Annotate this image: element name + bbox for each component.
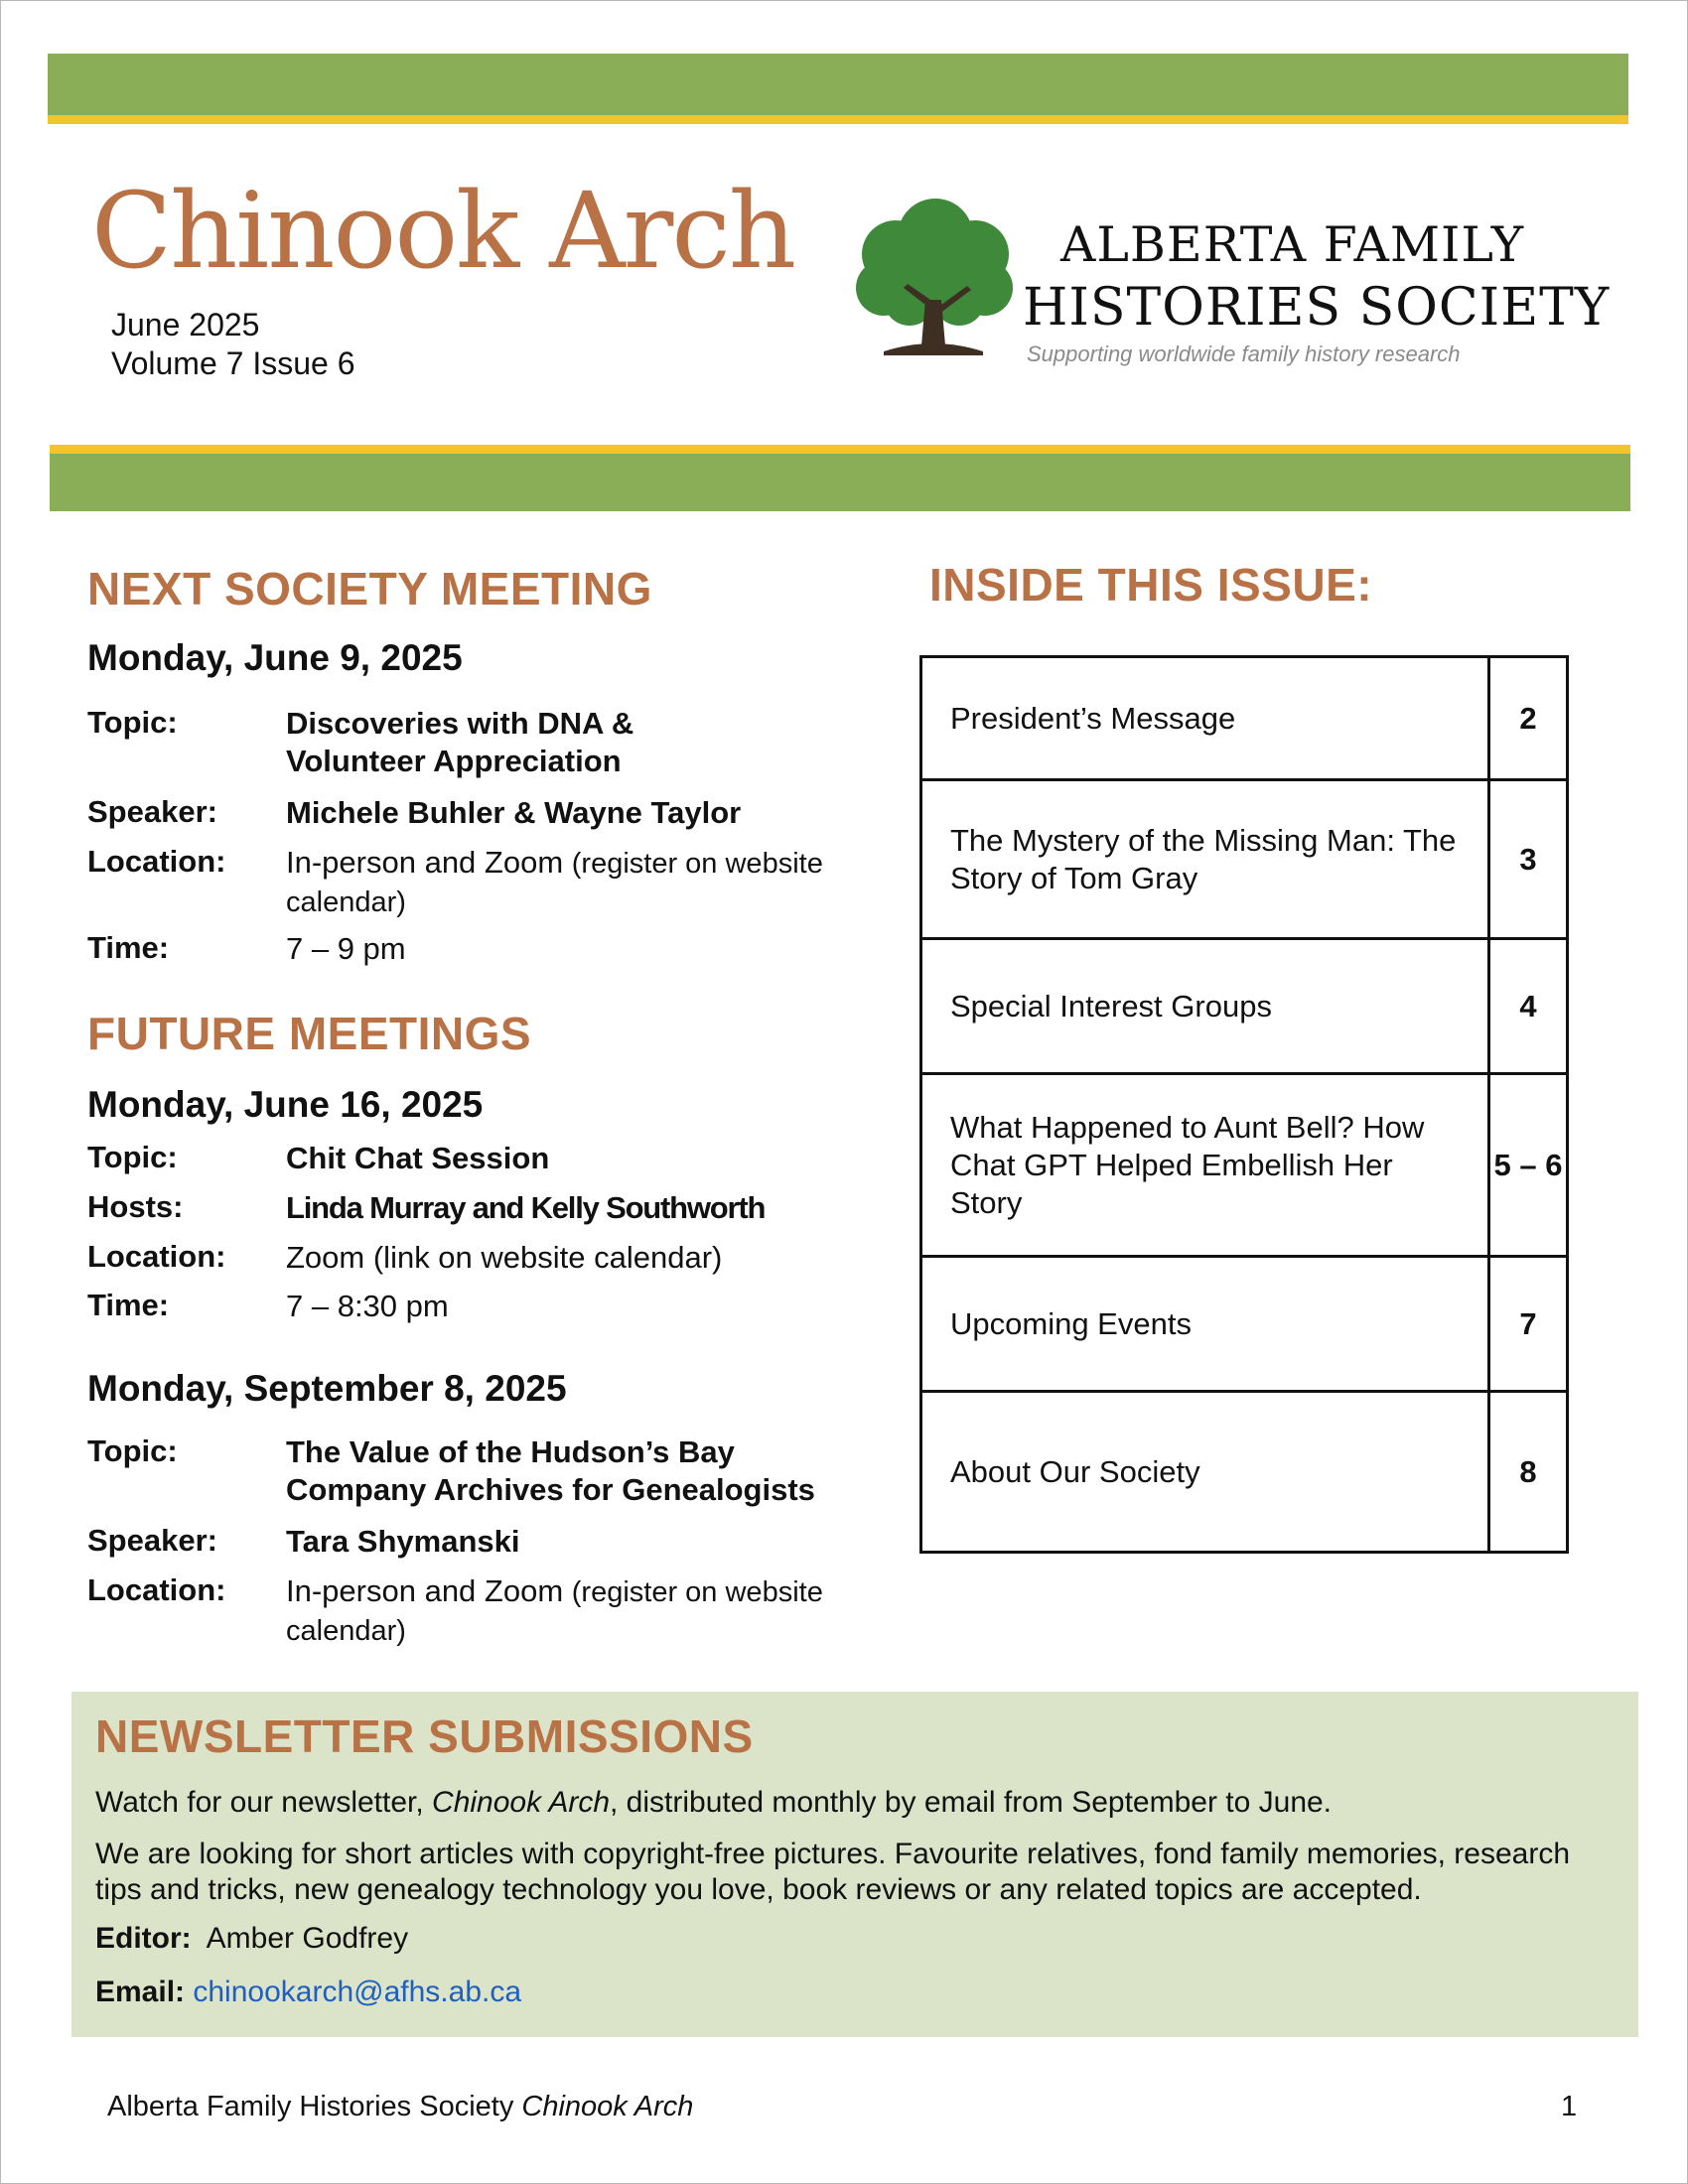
location-value	[286, 1572, 842, 1650]
topic-label: Topic:	[87, 705, 178, 740]
location-value	[286, 844, 842, 921]
email-line	[95, 1976, 521, 2009]
location-note: (register on website calendar)	[286, 848, 823, 918]
masthead-bottom-band	[50, 445, 1630, 511]
issue-date: June 2025	[111, 307, 260, 342]
email-link[interactable]: chinookarch@afhs.ab.ca	[193, 1976, 522, 2008]
contents-title: Upcoming Events	[921, 1257, 1489, 1392]
contents-table	[919, 655, 1569, 1554]
topic-value: Discoveries with DNA & Volunteer Appreciation	[286, 706, 634, 778]
speaker-value: Michele Buhler & Wayne Taylor	[286, 795, 742, 830]
submissions-heading: NEWSLETTER SUBMISSIONS	[95, 1710, 754, 1762]
contents-row	[921, 1074, 1568, 1257]
footer-org: Alberta Family Histories Society	[107, 2091, 522, 2122]
next-meeting-date: Monday, June 9, 2025	[87, 637, 463, 678]
submissions-intro	[95, 1785, 1615, 1821]
band-yellow	[48, 115, 1628, 124]
contents-row	[921, 939, 1568, 1074]
email-label: Email:	[95, 1976, 186, 2008]
contents-page: 8	[1489, 1392, 1568, 1553]
logo-tagline: Supporting worldwide family history research	[1027, 341, 1461, 366]
newsletter-title: Chinook Arch	[91, 170, 794, 292]
band-green	[48, 54, 1628, 115]
next-meeting-heading: NEXT SOCIETY MEETING	[87, 563, 652, 614]
location-label: Location:	[87, 1239, 226, 1274]
time-label: Time:	[87, 930, 170, 965]
time-label: Time:	[87, 1288, 170, 1322]
speaker-label: Speaker:	[87, 794, 217, 829]
contents-title: President’s Message	[921, 657, 1489, 780]
contents-title: The Mystery of the Missing Man: The Story of Tom Gray	[921, 780, 1489, 939]
contents-page: 5 – 6	[1489, 1074, 1568, 1257]
location-main: In-person and Zoom	[286, 845, 572, 880]
editor-name: Amber Godfrey	[206, 1922, 409, 1955]
topic-value: Chit Chat Session	[286, 1141, 550, 1175]
contents-page: 2	[1489, 657, 1568, 780]
location-main: In-person and Zoom	[286, 1573, 572, 1608]
contents-row	[921, 780, 1568, 939]
header-band	[48, 54, 1628, 124]
band-yellow	[50, 445, 1630, 454]
contents-row	[921, 1257, 1568, 1392]
editor-line	[95, 1922, 408, 1956]
contents-page: 3	[1489, 780, 1568, 939]
editor-label: Editor:	[95, 1922, 192, 1955]
hosts-value: Linda Murray and Kelly Southworth	[286, 1190, 766, 1225]
submissions-call: We are looking for short articles with copyright-free pictures. Favourite relatives, fond family memories, research tips and tricks, new genealogy technology you love, book reviews or any related topics are accepted.	[95, 1838, 1571, 1906]
contents-title: What Happened to Aunt Bell? How Chat GPT Helped Embellish Her Story	[921, 1074, 1489, 1257]
time-value: 7 – 9 pm	[286, 931, 406, 966]
contents-page: 4	[1489, 939, 1568, 1074]
logo-text-line2: HISTORIES SOCIETY	[1023, 278, 1611, 338]
contents-title: Special Interest Groups	[921, 939, 1489, 1074]
issue-volume: Volume 7 Issue 6	[111, 345, 355, 381]
future-meeting2-date: Monday, September 8, 2025	[87, 1368, 567, 1409]
speaker-label: Speaker:	[87, 1523, 217, 1558]
oak-tree-icon	[844, 197, 1023, 367]
contents-row	[921, 1392, 1568, 1553]
footer-publication	[107, 2091, 693, 2123]
speaker-value: Tara Shymanski	[286, 1524, 520, 1559]
location-label: Location:	[87, 1572, 226, 1607]
location-value: Zoom (link on website calendar)	[286, 1240, 723, 1275]
inside-issue-heading: INSIDE THIS ISSUE:	[929, 559, 1373, 611]
footer-pub: Chinook Arch	[521, 2091, 694, 2122]
location-note: (register on website calendar)	[286, 1576, 823, 1647]
page-number: 1	[1561, 2091, 1578, 2122]
future-meeting1-date: Monday, June 16, 2025	[87, 1084, 484, 1125]
topic-label: Topic:	[87, 1140, 178, 1174]
logo-text-line1: ALBERTA FAMILY	[1060, 216, 1525, 273]
future-meetings-heading: FUTURE MEETINGS	[87, 1008, 532, 1059]
contents-title: About Our Society	[921, 1392, 1489, 1553]
intro-text-b: , distributed monthly by email from September to June.	[610, 1786, 1333, 1819]
time-value: 7 – 8:30 pm	[286, 1289, 449, 1323]
newsletter-name: Chinook Arch	[432, 1786, 611, 1819]
band-green	[50, 454, 1630, 511]
hosts-label: Hosts:	[87, 1189, 184, 1224]
location-label: Location:	[87, 844, 226, 879]
topic-label: Topic:	[87, 1433, 178, 1468]
topic-value: The Value of the Hudson’s Bay Company Archives for Genealogists	[286, 1434, 815, 1507]
contents-page: 7	[1489, 1257, 1568, 1392]
intro-text-a: Watch for our newsletter,	[95, 1786, 433, 1819]
contents-row	[921, 657, 1568, 780]
submissions-box	[71, 1692, 1638, 2037]
